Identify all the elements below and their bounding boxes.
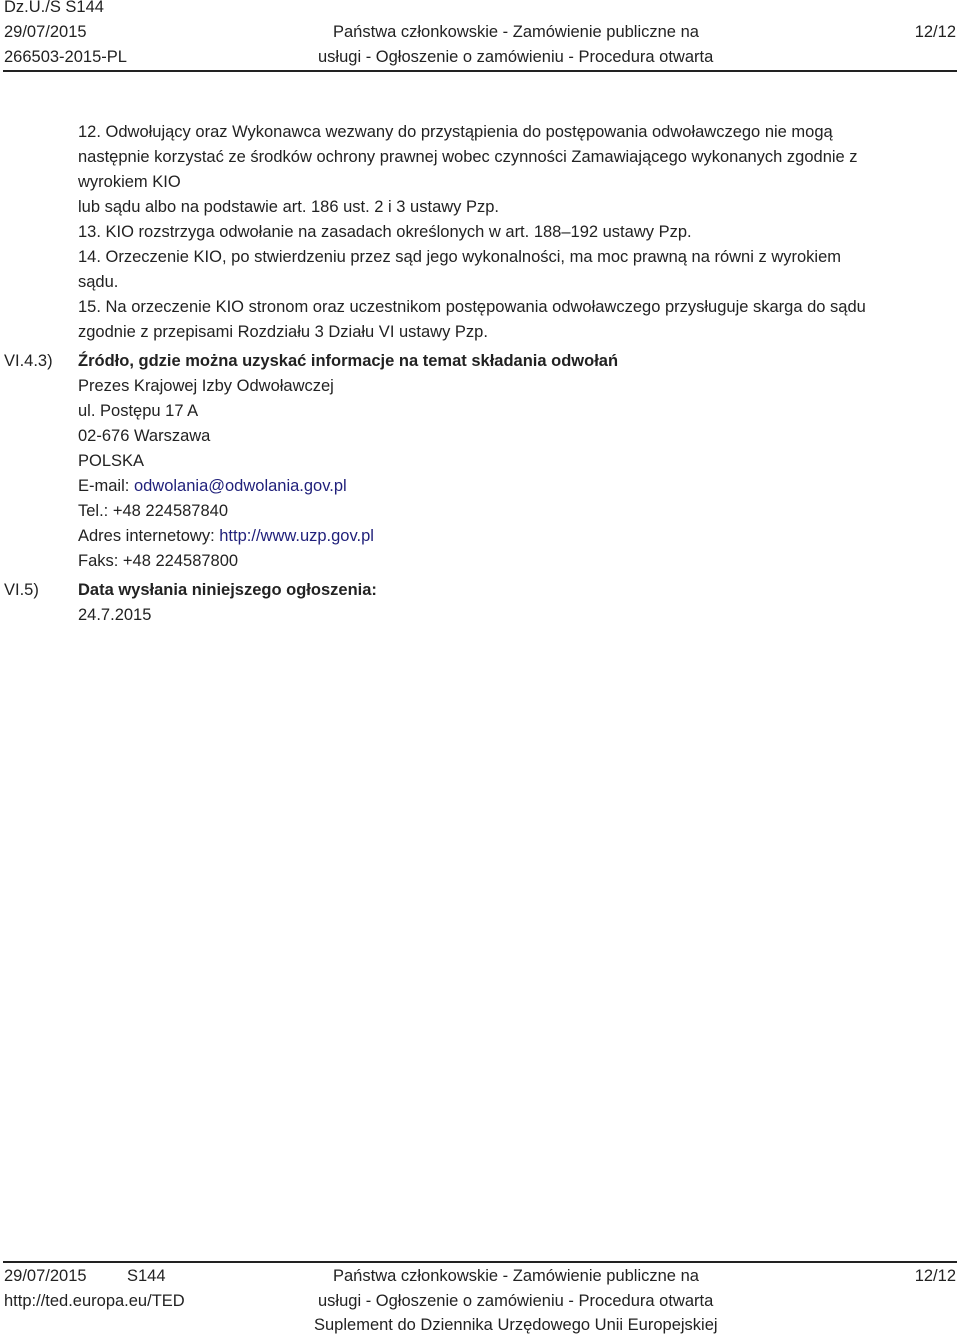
paragraph-line: zgodnie z przepisami Rozdziału 3 Działu VI ustawy Pzp. <box>78 323 488 341</box>
paragraph-line: 12. Odwołujący oraz Wykonawca wezwany do przystąpienia do postępowania odwoławczego nie mogą <box>78 123 833 141</box>
paragraph-line: 14. Orzeczenie KIO, po stwierdzeniu przez sąd jego wykonalności, ma moc prawną na równi z wyrokiem <box>78 248 841 266</box>
header-page: 12/12 <box>914 23 956 41</box>
header-title-line1: Państwa członkowskie - Zamówienie publiczne na <box>333 23 699 41</box>
org-city: 02-676 Warszawa <box>78 427 211 445</box>
footer-date: 29/07/2015 <box>4 1267 87 1285</box>
org-street: ul. Postępu 17 A <box>78 402 199 420</box>
header-rule <box>3 70 957 72</box>
section-label-vi-4-3: VI.4.3) <box>4 352 53 370</box>
section-label-vi-5: VI.5) <box>4 581 39 599</box>
org-name: Prezes Krajowej Izby Odwoławczej <box>78 377 334 395</box>
paragraph-line: 13. KIO rozstrzyga odwołanie na zasadach określonych w art. 188–192 ustawy Pzp. <box>78 223 692 241</box>
web-row <box>78 526 374 546</box>
section-heading-appeals-info: Źródło, gdzie można uzyskać informacje na temat składania odwołań <box>78 352 619 370</box>
footer-title-line1: Państwa członkowskie - Zamówienie publiczne na <box>333 1267 699 1285</box>
footer-issue: S144 <box>127 1267 166 1285</box>
email-label: E-mail: <box>78 477 130 495</box>
footer-title-line3: Suplement do Dziennika Urzędowego Unii Europejskiej <box>314 1316 718 1334</box>
dispatch-date: 24.7.2015 <box>78 606 152 624</box>
org-tel: Tel.: +48 224587840 <box>78 502 229 520</box>
footer-rule <box>3 1261 957 1263</box>
email-link[interactable]: odwolania@odwolania.gov.pl <box>133 477 347 495</box>
paragraph-line: wyrokiem KIO <box>78 173 181 191</box>
web-label: Adres internetowy: <box>78 527 215 545</box>
header-journal: Dz.U./S S144 <box>4 0 104 16</box>
footer-url: http://ted.europa.eu/TED <box>4 1292 185 1310</box>
org-country: POLSKA <box>78 452 145 470</box>
paragraph-line: 15. Na orzeczenie KIO stronom oraz uczestnikom postępowania odwoławczego przysługuje skarga do sądu <box>78 298 866 316</box>
header-date: 29/07/2015 <box>4 23 87 41</box>
org-fax: Faks: +48 224587800 <box>78 552 239 570</box>
email-row <box>78 476 347 496</box>
header-title-line2: usługi - Ogłoszenie o zamówieniu - Procedura otwarta <box>318 48 714 66</box>
web-link[interactable]: http://www.uzp.gov.pl <box>219 527 374 545</box>
footer-page: 12/12 <box>914 1267 956 1285</box>
paragraph-line: następnie korzystać ze środków ochrony prawnej wobec czynności Zamawiającego wykonanych zgodnie z <box>78 148 858 166</box>
section-heading-dispatch-date: Data wysłania niniejszego ogłoszenia: <box>78 581 377 599</box>
footer-title-line2: usługi - Ogłoszenie o zamówieniu - Procedura otwarta <box>318 1292 714 1310</box>
paragraph-line: sądu. <box>78 273 119 291</box>
paragraph-line: lub sądu albo na podstawie art. 186 ust. 2 i 3 ustawy Pzp. <box>78 198 500 216</box>
header-ref: 266503-2015-PL <box>4 48 127 66</box>
